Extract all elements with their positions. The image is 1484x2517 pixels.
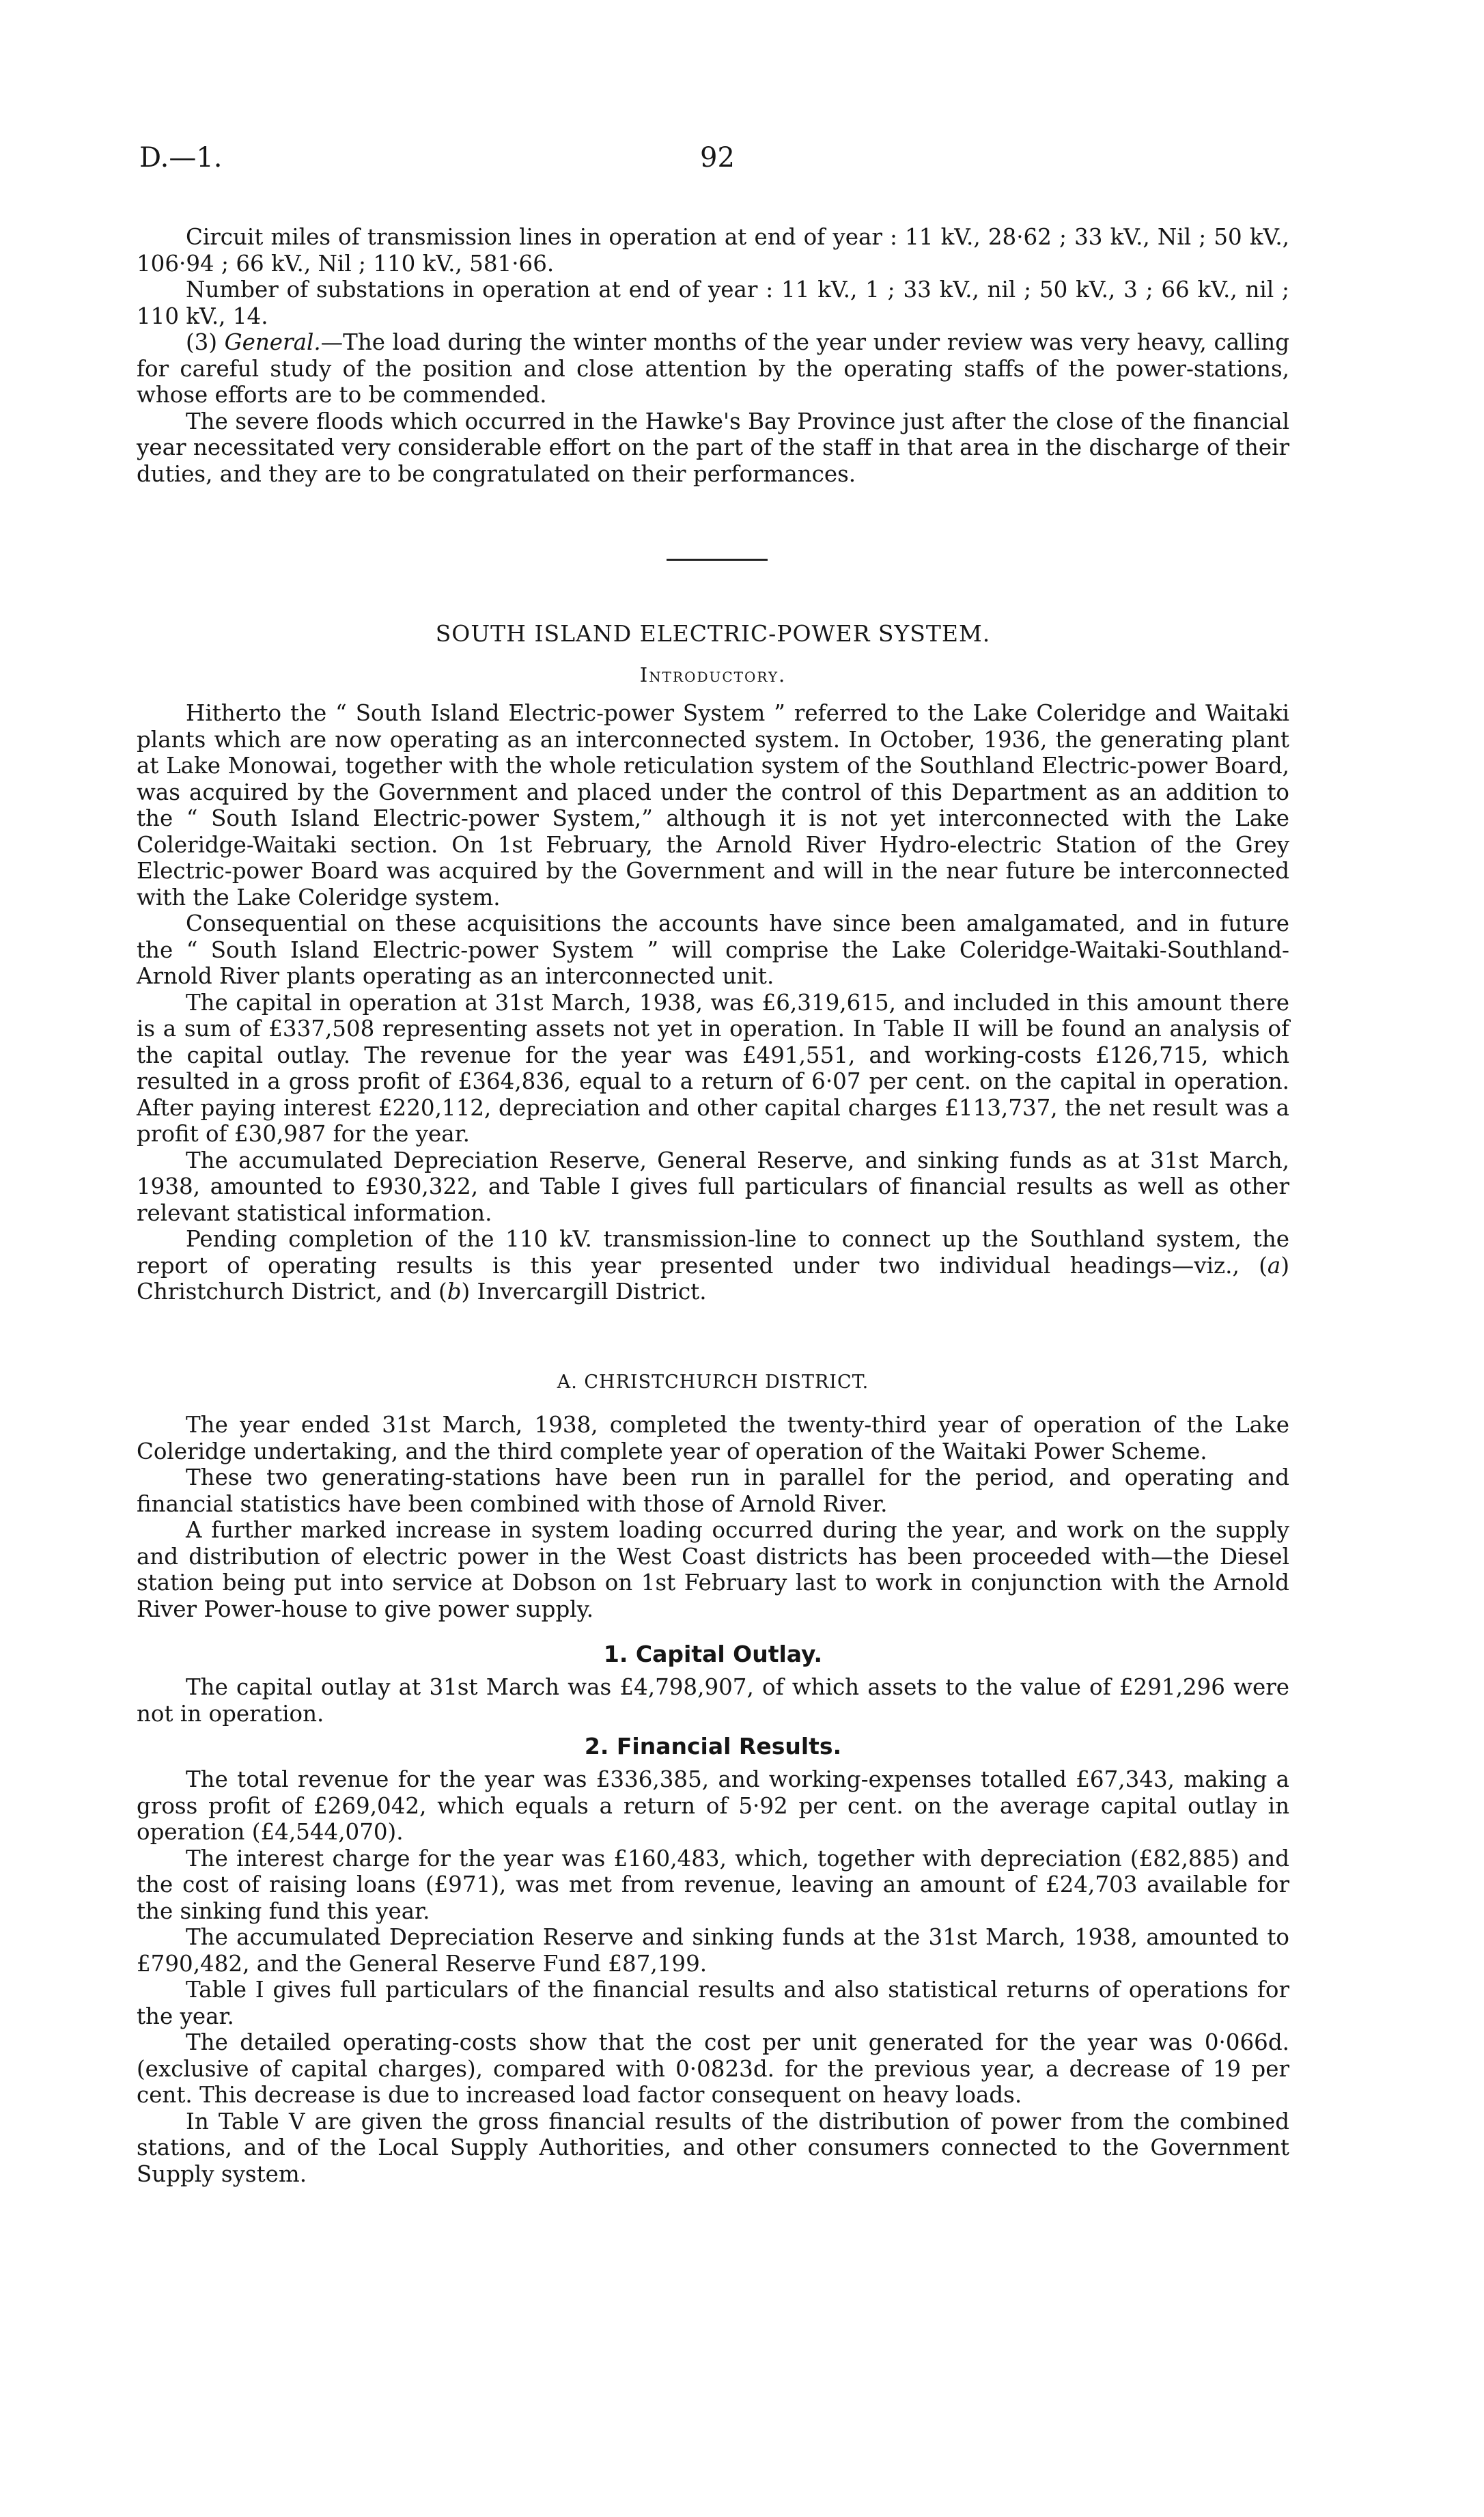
intro-p5-em-b: b: [447, 1279, 462, 1305]
district-title: A. CHRISTCHURCH DISTRICT.: [557, 1372, 869, 1393]
financial-results-heading: 2. Financial Results.: [584, 1733, 842, 1760]
intro-p5-part-c: ) Invercargill District.: [461, 1279, 707, 1305]
general-label: General.: [224, 329, 321, 355]
page-number: 92: [700, 142, 735, 173]
intro-paragraph-2: Consequential on these acquisitions the accounts have since been amalgamated, and in future the “ South Island Electric-power System ” will comprise the Lake Coleridge-Waitaki-Southland-Arnold River plants operating as an interconnected unit.: [137, 910, 1289, 989]
north-island-continuation: [137, 224, 1289, 487]
intro-paragraph-4: The accumulated Depreciation Reserve, General Reserve, and sinking funds as at 31st March, 1938, amounted to £930,322, and Table I gives full particulars of financial results as well as other relevant statistical information.: [137, 1147, 1289, 1226]
intro-p5-part-b: ) Christchurch District, and (: [137, 1252, 1289, 1305]
general-lead: (3): [186, 329, 225, 355]
district-paragraph-1: The year ended 31st March, 1938, completed the twenty-third year of operation of the Lake Coleridge undertaking, and the third complete year of operation of the Waitaki Power Scheme.: [137, 1412, 1289, 1464]
introductory-heading: Introductory.: [639, 663, 787, 686]
general-paragraph: [137, 329, 1289, 408]
financial-paragraph-3: The accumulated Depreciation Reserve and sinking funds at the 31st March, 1938, amounted to £790,482, and the General Reserve Fund £87,199.: [137, 1924, 1289, 1977]
capital-outlay-heading: 1. Capital Outlay.: [603, 1641, 823, 1667]
section-title: SOUTH ISLAND ELECTRIC-POWER SYSTEM.: [435, 620, 991, 647]
floods-paragraph: The severe floods which occurred in the Hawke's Bay Province just after the close of the financial year necessitated very considerable effort on the part of the staff in that area in the discharge of their duties, and they are to be congratulated on their performances.: [137, 408, 1289, 487]
financial-paragraph-4: Table I gives full particulars of the financial results and also statistical returns of operations for the year.: [137, 1977, 1289, 2029]
intro-paragraph-1: Hitherto the “ South Island Electric-power System ” referred to the Lake Coleridge and Waitaki plants which are now operating as an interconnected system. In October, 1936, the generating plant at Lake Monowai, together with the whole reticulation system of the Southland Electric-power Board, was acquired by the Government and placed under the control of this Department as an addition to the “ South Island Electric-power System,” although it is not yet interconnected with the Lake Coleridge-Waitaki section. On 1st February, the Arnold River Hydro-electric Station of the Grey Electric-power Board was acquired by the Government and will in the near future be interconnected with the Lake Coleridge system.: [137, 700, 1289, 910]
general-text: —The load during the winter months of the year under review was very heavy, calling for careful study of the position and close attention by the operating staffs of the power-stations, whose efforts are to be commended.: [137, 329, 1289, 408]
south-island-section: [137, 620, 1289, 1305]
intro-paragraph-5: [137, 1226, 1289, 1305]
intro-paragraph-3: The capital in operation at 31st March, 1938, was £6,319,615, and included in this amount there is a sum of £337,508 representing assets not yet in operation. In Table II will be found an analysis of the capital outlay. The revenue for the year was £491,551, and working-costs £126,715, which resulted in a gross profit of £364,836, equal to a return of 6·07 per cent. on the capital in operation. After paying interest £220,112, depreciation and other capital charges £113,737, the net result was a profit of £30,987 for the year.: [137, 989, 1289, 1147]
financial-paragraph-1: The total revenue for the year was £336,385, and working-expenses totalled £67,343, making a gross profit of £269,042, which equals a return of 5·92 per cent. on the average capital outlay in operation (£4,544,070).: [137, 1766, 1289, 1845]
district-paragraph-3: A further marked increase in system loading occurred during the year, and work on the supply and distribution of electric power in the West Coast districts has been proceeded with—the Diesel station being put into service at Dobson on 1st February last to work in conjunction with the Arnold River Power-house to give power supply.: [137, 1517, 1289, 1622]
financial-paragraph-5: The detailed operating-costs show that the cost per unit generated for the year was 0·066d. (exclusive of capital charges), compared with 0·0823d. for the previous year, a decrease of 19 per cent. This decrease is due to increased load factor consequent on heavy loads.: [137, 2029, 1289, 2108]
intro-p5-em-a: a: [1267, 1252, 1281, 1279]
document-reference: D.—1.: [139, 142, 223, 173]
section-divider: [667, 559, 768, 561]
district-paragraph-2: These two generating-stations have been run in parallel for the period, and operating and financial statistics have been combined with those of Arnold River.: [137, 1464, 1289, 1517]
transmission-lines-paragraph: Circuit miles of transmission lines in operation at end of year : 11 kV., 28·62 ; 33 kV., Nil ; 50 kV., 106·94 ; 66 kV., Nil ; 110 kV., 581·66.: [137, 224, 1289, 277]
christchurch-district-section: [137, 1372, 1289, 2187]
financial-paragraph-6: In Table V are given the gross financial results of the distribution of power from the combined stations, and of the Local Supply Authorities, and other consumers connected to the Government Supply system.: [137, 2108, 1289, 2187]
intro-p5-part-a: Pending completion of the 110 kV. transmission-line to connect up the Southland system, the report of operating results is this year presented under two individual headings—viz., (: [137, 1226, 1289, 1279]
financial-paragraph-2: The interest charge for the year was £160,483, which, together with depreciation (£82,885) and the cost of raising loans (£971), was met from revenue, leaving an amount of £24,703 available for the sinking fund this year.: [137, 1845, 1289, 1924]
capital-outlay-paragraph: The capital outlay at 31st March was £4,798,907, of which assets to the value of £291,296 were not in operation.: [137, 1674, 1289, 1727]
substations-paragraph: Number of substations in operation at end of year : 11 kV., 1 ; 33 kV., nil ; 50 kV., 3 ; 66 kV., nil ; 110 kV., 14.: [137, 277, 1289, 329]
